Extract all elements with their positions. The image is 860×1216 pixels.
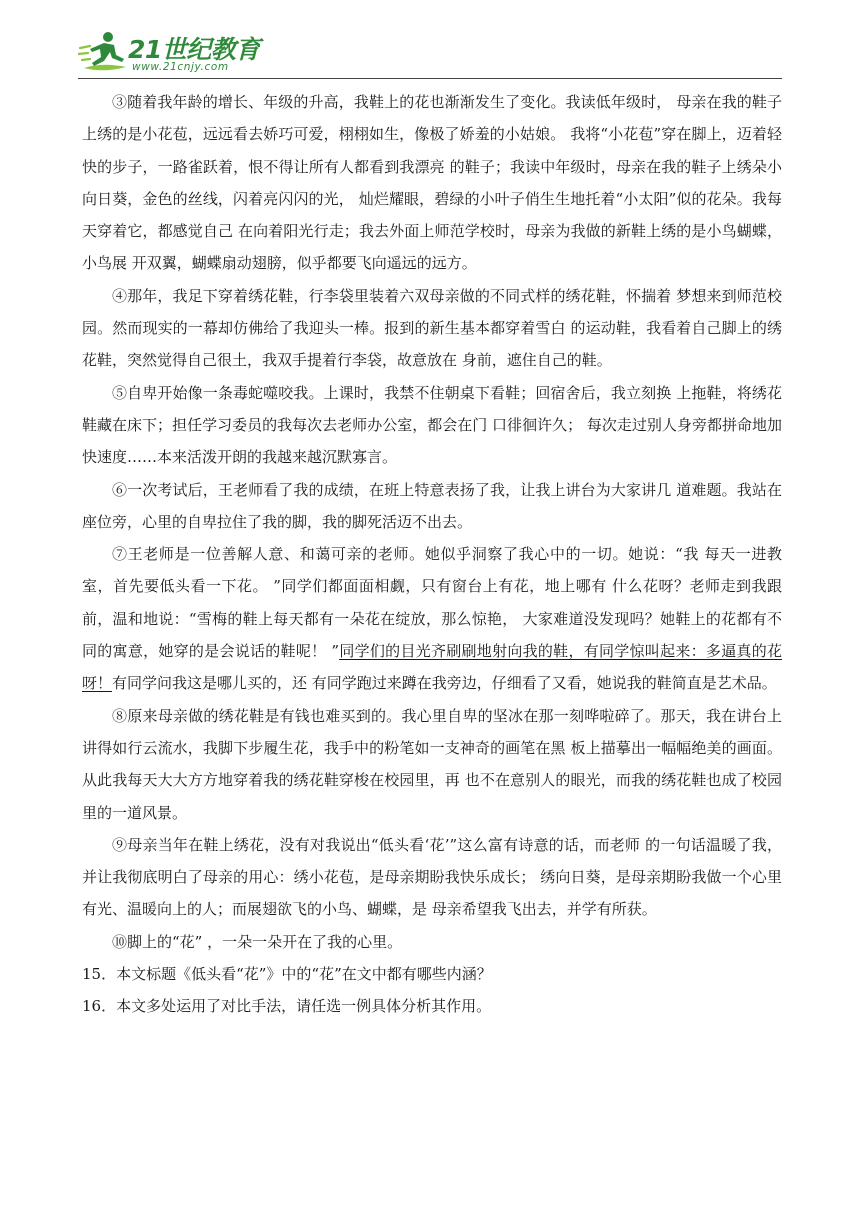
- underlined-sentence: 同学们的目光齐刷刷地射向我的鞋，有同学惊叫起来：多逼真的花呀！: [82, 642, 782, 693]
- logo-text: 21世纪教育: [128, 35, 260, 64]
- header-divider: [78, 78, 782, 79]
- logo: [78, 28, 278, 78]
- paragraph-10: ⑩脚上的“花” ，一朵一朵开在了我的心里。: [112, 932, 403, 951]
- paragraph-9: ⑨母亲当年在鞋上绣花，没有对我说出“低头看‘花’”这么富有诗意的话，而老师 的一句话温暖了我，并让我彻底明白了母亲的用心：绣小花苞，是母亲期盼我快乐成长； 绣向日葵，是母亲期盼我做一个心里有光、温暖向上的人；而展翅欲飞的小鸟、蝴蝶，是 母亲希望我飞出去，并学有所获。: [82, 835, 782, 919]
- paragraph-7: [82, 538, 782, 699]
- running-person-icon: [78, 28, 134, 78]
- paragraph-3: ③随着我年龄的增长、年级的升高，我鞋上的花也渐渐发生了变化。我读低年级时， 母亲在我的鞋子上绣的是小花苞，远远看去娇巧可爱，栩栩如生，像极了娇羞的小姑娘。 我将“小花苞”穿在脚上，迈着轻快的步子，一路雀跃着，恨不得让所有人都看到我漂亮 的鞋子；我读中年级时，母亲在我的鞋子上绣朵小向日葵，金色的丝线，闪着亮闪闪的光， 灿烂耀眼，碧绿的小叶子俏生生地托着“小太阳”似的花朵。我每天穿着它，都感觉自己 在向着阳光行走；我去外面上师范学校时，母亲为我做的新鞋上绣的是小鸟蝴蝶，小鸟展 开双翼，蝴蝶扇动翅膀，似乎都要飞向遥远的远方。: [82, 93, 782, 273]
- paragraph-7-start: ⑦王老师是一位善解人意、和蔼可亲的老师。她似乎洞察了我心中的一切。她说：“我 每天一进教室，首先要低头看一下花。 ”同学们都面面相觑，只有窗台上有花，地上哪有 什么花呀？老师走到我跟前，温和地说：“雪梅的鞋上每天都有一朵花在绽放，那么惊艳， 大家难道没发现吗？她鞋上的花都有不同的寓意，她穿的是会说话的鞋呢！ ”: [82, 545, 782, 661]
- question-16: 16．本文多处运用了对比手法，请任选一例具体分析其作用。: [82, 997, 492, 1016]
- article-body: [82, 86, 782, 1023]
- paragraph-4: ④那年，我足下穿着绣花鞋，行李袋里装着六双母亲做的不同式样的绣花鞋，怀揣着 梦想来到师范校园。然而现实的一幕却仿佛给了我迎头一棒。报到的新生基本都穿着雪白 的运动鞋，我看着自己脚上的绣花鞋，突然觉得自己很土，我双手提着行李袋，故意放在 身前，遮住自己的鞋。: [82, 286, 782, 370]
- page-header: [78, 28, 782, 80]
- paragraph-5: ⑤自卑开始像一条毒蛇噬咬我。上课时，我禁不住朝桌下看鞋；回宿舍后，我立刻换 上拖鞋，将绣花鞋藏在床下；担任学习委员的我每次去老师办公室，都会在门 口徘徊许久； 每次走过别人身旁都拼命地加快速度……本来活泼开朗的我越来越沉默寡言。: [82, 383, 782, 467]
- paragraph-6: ⑥一次考试后，王老师看了我的成绩，在班上特意表扬了我，让我上讲台为大家讲几 道难题。我站在座位旁，心里的自卑拉住了我的脚，我的脚死活迈不出去。: [82, 480, 782, 531]
- question-15: 15．本文标题《低头看“花”》中的“花”在文中都有哪些内涵？: [82, 965, 492, 984]
- logo-url: www.21cnjy.com: [132, 61, 229, 73]
- paragraph-8: ⑧原来母亲做的绣花鞋是有钱也难买到的。我心里自卑的坚冰在那一刻哗啦碎了。那天，我在讲台上讲得如行云流水，我脚下步履生花，我手中的粉笔如一支神奇的画笔在黑 板上描摹出一幅幅绝美的画面。从此我每天大大方方地穿着我的绣花鞋穿梭在校园里，再 也不在意别人的眼光，而我的绣花鞋也成了校园里的一道风景。: [82, 706, 782, 822]
- paragraph-7-end: 有同学问我这是哪儿买的，还 有同学跑过来蹲在我旁边，仔细看了又看，她说我的鞋简直是艺术品。: [112, 674, 777, 693]
